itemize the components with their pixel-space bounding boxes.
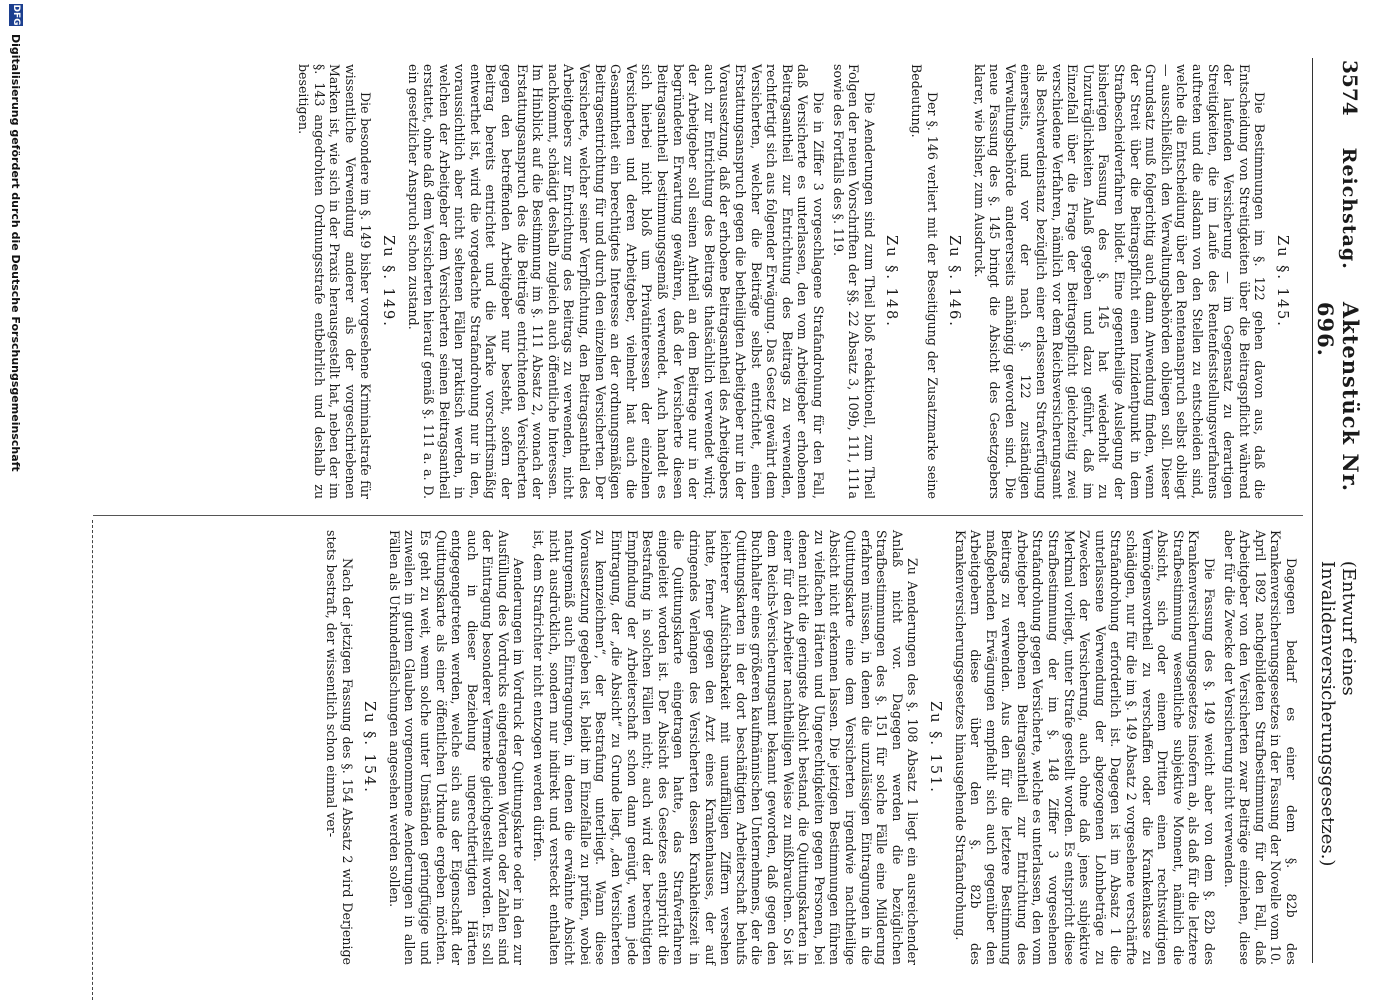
paragraph: Die Aenderungen sind zum Theil bloß redaktionell, zum Theil Folgen der neuen Vorschriften der §§. 22 Absatz 3, 109b, 111, 111a sowie des Fortfalls des §. 119. xyxy=(830,64,877,499)
paragraph: Die besondere im §. 149 bisher vorgesehene Kriminalstrafe für wissentliche Verwendung anderer als der vorgeschriebenen Marken ist, wie sich in der Praxis herausgestellt hat, neben der im §. 143 angedrohten Ordnungsstrafe entbehrlich und deshalb zu beseitigen. xyxy=(295,64,374,499)
paragraph: Die in Ziffer 3 vorgeschlagene Strafandrohung für den Fall, daß Versicherte es unterlassen, den vom Arbeitgeber erhobenen Beitragsantheil zur Entrichtung des Beitrags zu verwenden, rechtfertigt sich aus folgender Erwägung. Das Gesetz gewährt dem Versicherten, welcher die Beiträge selbst entrichtet, einen Erstattungsanspruch gegen die betheiligten Arbeitgeber nur in der Voraussetzung, daß der erhobene Beitragsantheil des Arbeitgebers auch zur Entrichtung des Beitrags thatsächlich verwendet wird; der Arbeitgeber soll seinen Antheil an dem Beitrage nur in der begründeten Erwartung gewähren, daß der Versicherte diesen Beitragsantheil bestimmungsgemäß verwendet. Auch handelt es sich hierbei nicht bloß um Privatinteressen der einzelnen Versicherten und deren Arbeitgeber, vielmehr hat auch die Gesammtheit ein berechtigtes Interesse an der ordnungsmäßigen Beitragsentrichtung für und durch den einzelnen Versicherten. Der Versicherte, welcher seiner Verpflichtung, den Beitragsantheil des Arbeitgebers zur Entrichtung des Beitrags zu verwenden, nicht nachkommt, schädigt deshalb zugleich auch öffentliche Interessen. Im Hinblick auf die Bestimmung im §. 111 Absatz 2, wonach der Erstattungsanspruch des die Beiträge entrichtenden Versicherten gegen den betreffenden Arbeitgeber nur besteht, sofern der Beitrag bereits entrichtet und die Marke vorschriftsmäßig entwerthet ist, wird die vorgedachte Strafandrohung nur in den, voraussichtlich aber nicht seltenen Fällen praktisch werden, in welchen der Arbeitgeber dem Versicherten seinen Beitragsantheil erstattet, ohne daß dem Versicherten hierauf gemäß §. 111 a. a. D. ein gesetzlicher Anspruch schon zustand. xyxy=(405,64,826,499)
paragraph: Nach der jetzigen Fassung des §. 154 Absatz 2 wird Derjenige stets bestraft, der wissentlich schon einmal ver- xyxy=(323,530,355,965)
left-column xyxy=(291,64,1299,499)
column-divider xyxy=(93,515,1303,516)
dfg-logo: DFG xyxy=(11,4,21,26)
document-subtitle: (Entwurf eines Invalidenversicherungsgesetzes.) xyxy=(1317,560,1359,867)
header-rule xyxy=(1312,58,1313,963)
document-title: Aktenstück Nr. 696. xyxy=(1313,301,1363,493)
paragraph: Aenderungen im Vordruck der Quittungskarte oder in den zur Ausfüllung des Vordrucks eingetragenen Worten oder Zahlen sind der Eintragung besonderer Vermerke gleichgestellt worden. Es soll auch in dieser Beziehung ungerechtfertigten Härten entgegengetreten werden, welche sich aus der Eigenschaft der Quittungskarte als einer öffentlichen Urkunde ergeben möchten. Es geht zu weit, wenn solche unter Umständen geringfügige und zuweilen in gutem Glauben vorgenommene Aenderungen in allen Fällen als Urkundenfälschungen angesehen werden sollen. xyxy=(386,530,527,965)
page-header xyxy=(1313,60,1363,960)
paragraph: Die Fassung des §. 149 weicht aber von dem §. 82b des Krankenversicherungsgesetzes insofern ab, als daß für die letztere Strafbestimmung wesentliche subjektive Moment, nämlich die Absicht, sich oder einem Dritten einen rechtswidrigen Vermögensvortheil zu verschaffen oder die Krankenkasse zu schädigen, nur für die im §. 149 Absatz 2 vorgesehene verschärfte Strafandrohung erforderlich ist. Dagegen ist im Absatz 1 die unterlassene Verwendung der abgezogenen Lohnbeträge zu Zwecken der Versicherung, auch ohne daß jenes subjektive Merkmal vorliegt, unter Strafe gestellt worden. Es entspricht diese Strafbestimmung der im §. 148 Ziffer 3 vorgesehenen Strafandrohung gegen Versicherte, welche es unterlassen, den vom Arbeitgeber erhobenen Beitragsantheil zur Entrichtung des Beitrags zu verwenden. Aus den für die letztere Bestimmung maßgebenden Erwägungen empfiehlt sich auch gegenüber den Arbeitgebern diese über den §. 82b des Krankenversicherungsgesetzes hinausgehende Strafandrohung. xyxy=(952,530,1218,965)
section-heading: Zu §. 154. xyxy=(361,701,378,794)
paragraph: Zu Aenderungen des §. 108 Absatz 1 liegt ein ausreichender Anlaß nicht vor. Dagegen werden die bezüglichen Strafbestimmungen des §. 151 für solche Fälle eine Milderung erfahren müssen, in denen die unzulässigen Eintragungen in die Quittungskarte eine dem Versicherten irgendwie nachtheilige Absicht nicht erkennen lassen. Die jetzigen Bestimmungen führen zu vielfachen Härten und Ungerechtigkeiten gegen Personen, bei denen nicht die geringste Absicht bestand, die Quittungskarten in einer für den Arbeiter nachtheiligen Weise zu mißbrauchen. So ist dem Reichs-Versicherungsamt bekannt geworden, daß gegen den Buchhalter eines größeren kaufmännischen Unternehmens, der die Quittungskarten in der dort beschäftigten Arbeiterschaft behufs leichterer Aufsichtsbarkeit mit unauffälligen Ziffern versehen hatte, ferner gegen den Arzt eines Krankenhauses, der auf dringendes Verlangen des Versicherten dessen Krankheitszeit in die Quittungskarte eingetragen hatte, das Strafverfahren eingeleitet worden ist. Der Absicht des Gesetzes entspricht die Bestrafung in solchen Fällen nicht; auch wird der berechtigten Empfindung der Arbeiterschaft schon dann genügt, wenn jede Eintragung, der „die Absicht“ zu Grunde liegt, „den Versicherten zu kennzeichnen“, der Bestrafung unterliegt. Wann diese Voraussetzung gegeben ist, bleibt im Einzelfalle zu prüfen, wobei naturgemäß auch Eintragungen, in denen die erwähnte Absicht nicht ausdrücklich, sondern nur indirekt und versteckt enthalten ist, dem Strafrichter nicht entzogen werden dürfen. xyxy=(531,530,921,965)
page-number: 3574 xyxy=(1338,60,1362,116)
page-footer xyxy=(4,0,28,1004)
page-continuation-mark xyxy=(86,520,93,1000)
section-heading: Zu §. 149. xyxy=(379,235,396,328)
paragraph: Der §. 146 verliert mit der Beseitigung der Zusatzmarke seine Bedeutung. xyxy=(908,64,940,499)
section-heading: Zu §. 146. xyxy=(946,235,963,328)
journal-title: Reichstag. xyxy=(1338,147,1360,270)
right-column xyxy=(319,530,1299,965)
section-heading: Zu §. 148. xyxy=(883,235,900,328)
paragraph: Dagegen bedarf es einer dem §. 82b des Krankenversicherungsgesetzes in der Fassung der Novelle vom 10. April 1892 nachgebildeten Strafbestimmung für den Fall, daß Arbeitgeber von den Versicherten zwar Beiträge einziehen, diese aber für die Zwecke der Versicherung nicht verwenden. xyxy=(1221,530,1299,965)
section-heading: Zu §. 145. xyxy=(1274,235,1290,328)
footer-credit: Digitalisierung gefördert durch die Deutsche Forschungsgemeinschaft xyxy=(9,34,23,472)
section-heading: Zu §. 151. xyxy=(926,701,943,794)
paragraph: Die Bestimmungen im §. 122 gehen davon aus, daß die Entscheidung von Streitigkeiten über die Beitragspflicht während der laufenden Versicherung — im Gegensatz zu derartigen Streitigkeiten, die im Laufe des Rentenfeststellungsverfahrens auftreten und die alsdann von den Stellen zu entscheiden sind, welche die Entscheidung über den Rentenanspruch selbst obliegt — ausschließlich den Verwaltungsbehörden obliegen soll. Dieser Grundsatz muß folgerichtig auch dann Anwendung finden, wenn der Streit über die Beitragspflicht einen Inzidentpunkt in dem Strafbescheidverfahren bildet. Eine gegentheilige Auslegung der bisherigen Fassung des §. 145 hat wiederholt zu Unzuträglichkeiten Anlaß gegeben und dazu geführt, daß im Einzelfall über die Frage der Beitragspflicht gleichzeitig zwei verschiedene Verfahren, nämlich vor dem Reichsversicherungsamt als Beschwerdeinstanz bezüglich einer erlassenen Strafverfügung einerseits, und vor der nach §. 122 zuständigen Verwaltungsbehörde andererseits anhängig geworden sind. Die neue Fassung des §. 145 bringt die Absicht des Gesetzgebers klarer, wie bisher, zum Ausdruck. xyxy=(971,64,1268,499)
